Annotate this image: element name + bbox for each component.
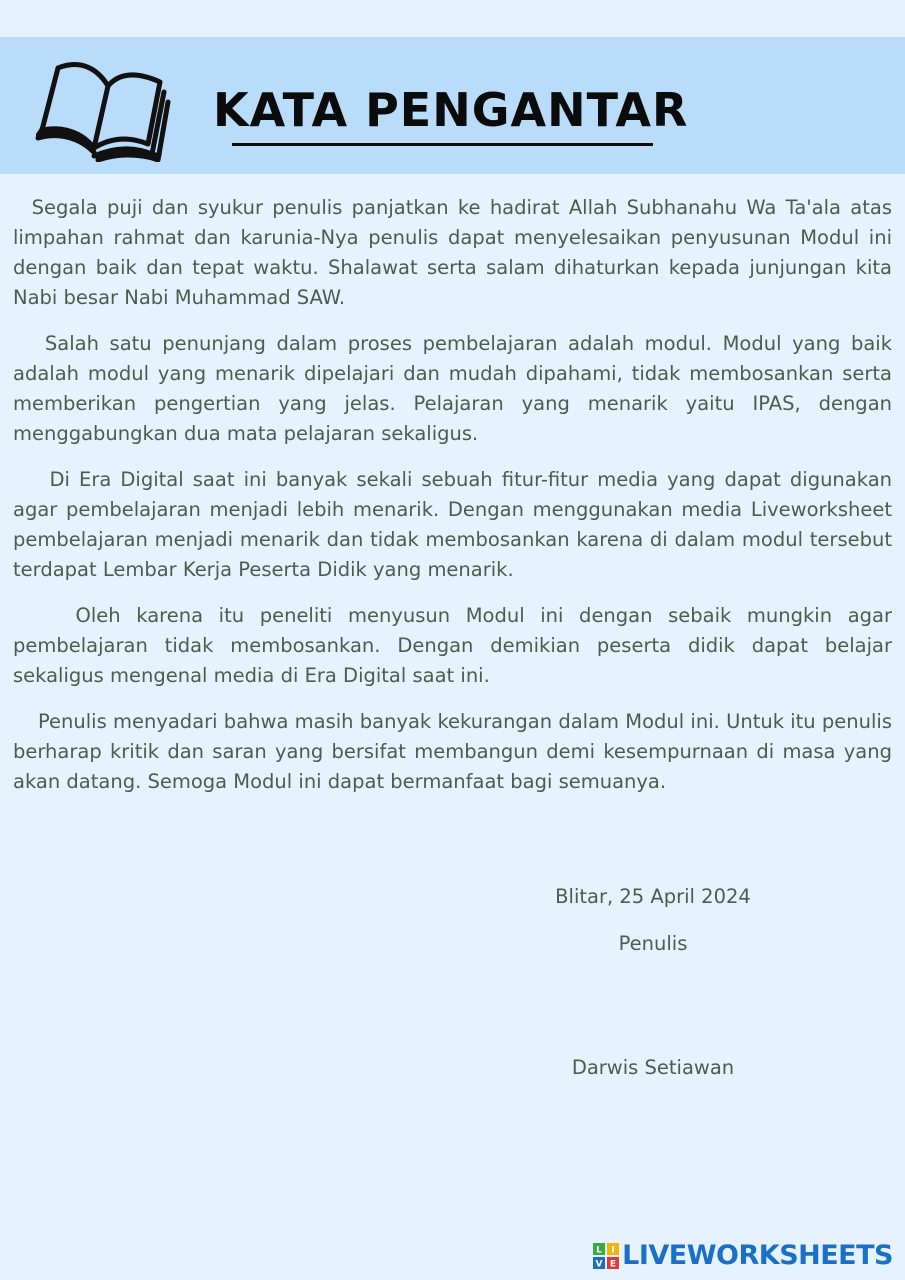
mark-letter-i: I <box>611 1245 615 1256</box>
closing-role: Penulis <box>618 932 688 955</box>
paragraph-2: Salah satu penunjang dalam proses pembelajaran adalah modul. Modul yang baik adalah modul yang menarik dipelajari dan mudah dipahami, tidak membosankan serta memberikan pengertian yang jelas. Pelajaran yang menarik yaitu IPAS, dengan menggabungkan dua mata pelajaran sekaligus. <box>13 332 892 445</box>
paragraph-3: Di Era Digital saat ini banyak sekali sebuah fitur-fitur media yang dapat digunakan agar pembelajaran menjadi lebih menarik. Dengan menggunakan media Liveworksheet pembelajaran menjadi menarik dan tidak membosankan karena di dalam modul tersebut terdapat Lembar Kerja Peserta Didik yang menarik. <box>13 468 892 581</box>
liveworksheets-logo <box>593 1238 893 1274</box>
paragraph-1: Segala puji dan syukur penulis panjatkan ke hadirat Allah Subhanahu Wa Ta'ala atas limpahan rahmat dan karunia-Nya penulis dapat menyelesaikan penyusunan Modul ini dengan baik dan tepat waktu. Shalawat serta salam dihaturkan kepada junjungan kita Nabi besar Nabi Muhammad SAW. <box>13 196 892 309</box>
mark-letter-v: V <box>595 1259 603 1269</box>
open-book-icon <box>34 52 174 162</box>
page-title: KATA PENGANTAR <box>213 83 689 137</box>
mark-letter-e: E <box>610 1259 617 1269</box>
author-name: Darwis Setiawan <box>571 1056 735 1079</box>
brand-name: LIVEWORKSHEETS <box>622 1240 893 1271</box>
title-underline <box>232 143 653 146</box>
liveworksheets-mark-icon <box>593 1243 619 1269</box>
paragraph-5: Penulis menyadari bahwa masih banyak kekurangan dalam Modul ini. Untuk itu penulis berharap kritik dan saran yang bersifat membangun demi kesempurnaan di masa yang akan datang. Semoga Modul ini dapat bermanfaat bagi semuanya. <box>13 710 892 793</box>
mark-letter-l: L <box>596 1245 603 1256</box>
closing-place-date: Blitar, 25 April 2024 <box>555 885 751 908</box>
paragraph-4: Oleh karena itu peneliti menyusun Modul ini dengan sebaik mungkin agar pembelajaran tidak membosankan. Dengan demikian peserta didik dapat belajar sekaligus mengenal media di Era Digital saat ini. <box>13 604 892 687</box>
body-text <box>13 193 892 813</box>
